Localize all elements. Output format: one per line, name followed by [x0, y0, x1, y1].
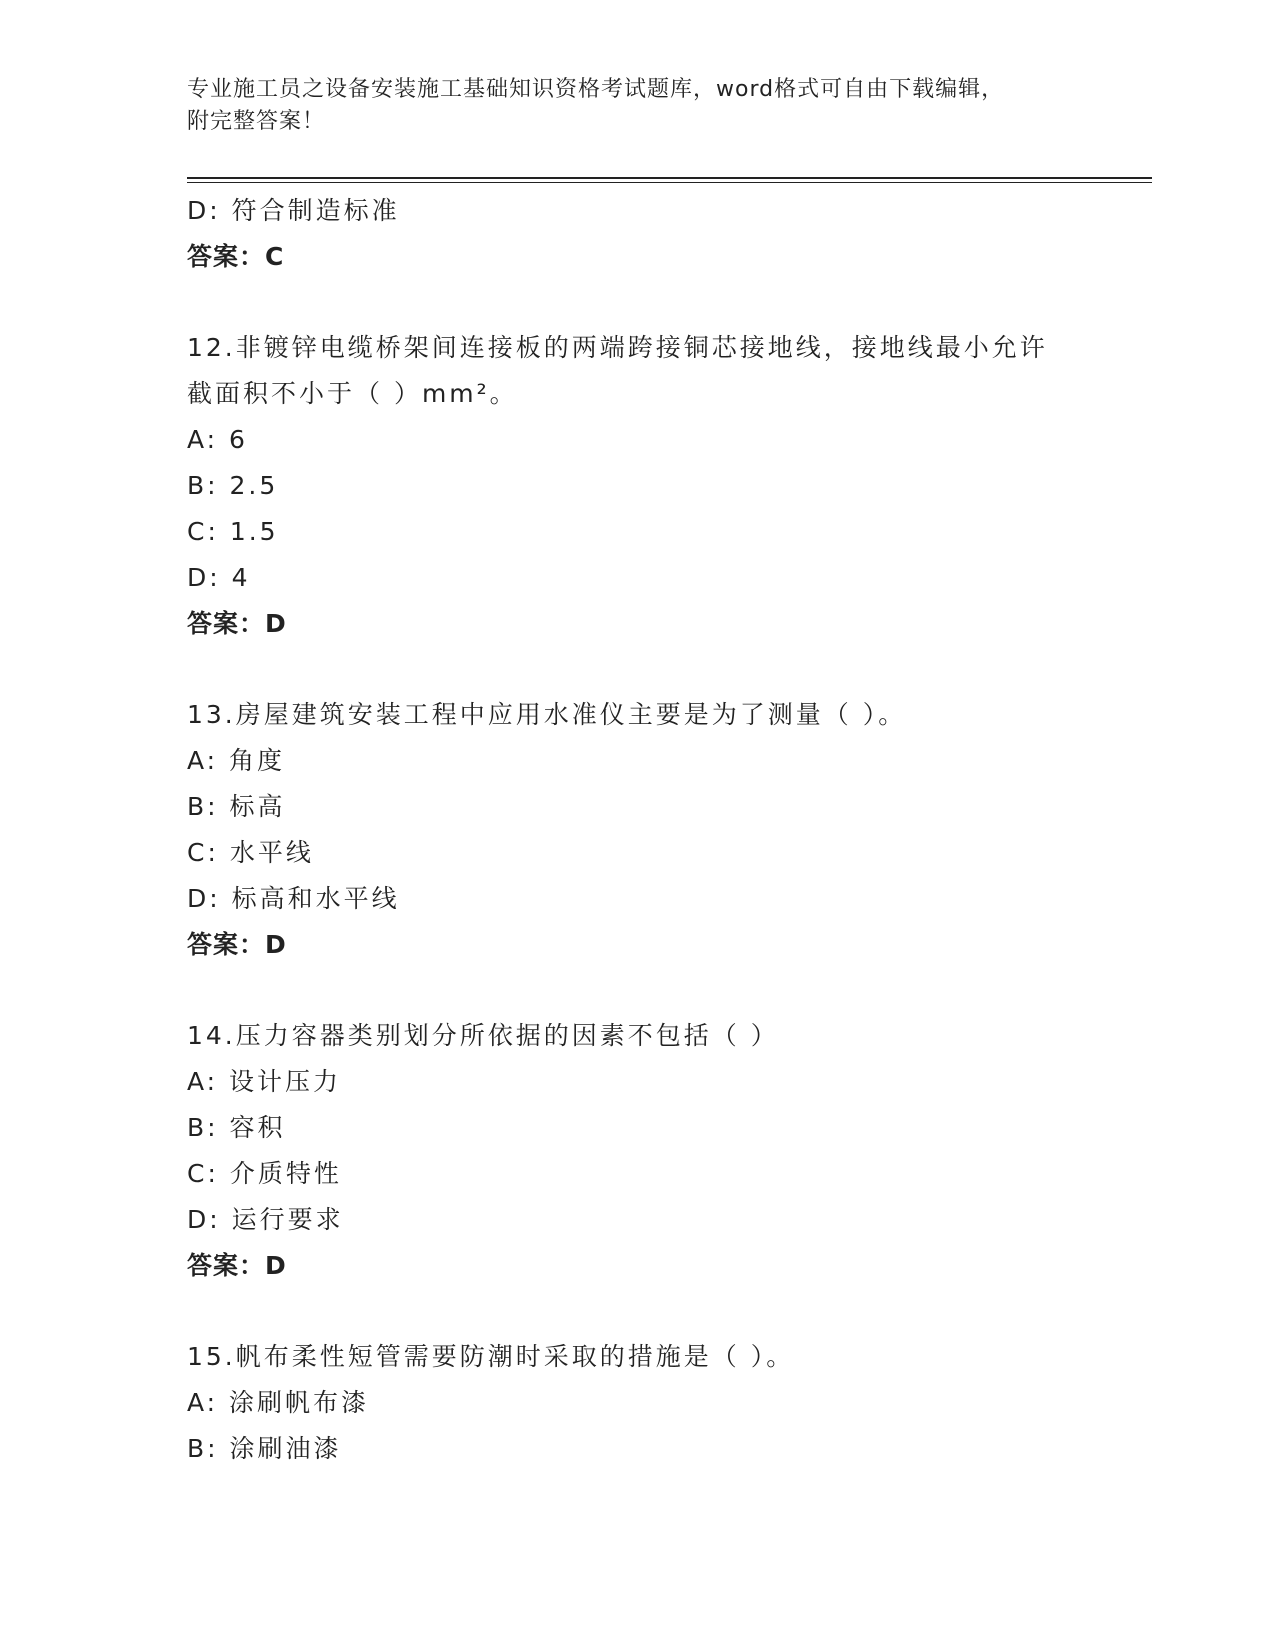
option-c: C: 1.5 — [187, 517, 279, 546]
question-stem: 15.帆布柔性短管需要防潮时采取的措施是（ ）。 — [187, 1342, 795, 1371]
option-c: C: 水平线 — [187, 838, 314, 867]
question-13 — [187, 692, 1152, 968]
option-b: B: 2.5 — [187, 471, 279, 500]
header-line-1: 专业施工员之设备安装施工基础知识资格考试题库，word格式可自由下载编辑， — [187, 77, 1005, 102]
header-line-2: 附完整答案！ — [187, 109, 326, 134]
question-stem-continued: 截面积不小于（ ）mm²。 — [187, 379, 518, 408]
question-12 — [187, 325, 1152, 647]
option-b: B: 涂刷油漆 — [187, 1434, 342, 1463]
question-stem: 14.压力容器类别划分所依据的因素不包括（ ） — [187, 1021, 779, 1050]
carryover-question — [187, 188, 1152, 280]
option-c: C: 介质特性 — [187, 1159, 342, 1188]
option-d: D: 标高和水平线 — [187, 884, 400, 913]
option-a: A: 角度 — [187, 746, 286, 775]
option-d: D: 符合制造标准 — [187, 196, 400, 225]
document-body — [187, 188, 1152, 1472]
question-14 — [187, 1013, 1152, 1289]
option-d: D: 4 — [187, 563, 251, 592]
question-15 — [187, 1334, 1152, 1472]
question-stem: 13.房屋建筑安装工程中应用水准仪主要是为了测量（ ）。 — [187, 700, 907, 729]
option-b: B: 容积 — [187, 1113, 286, 1142]
answer: 答案：D — [187, 609, 287, 638]
option-a: A: 设计压力 — [187, 1067, 342, 1096]
option-a: A: 6 — [187, 425, 248, 454]
document-header — [187, 74, 1087, 138]
option-d: D: 运行要求 — [187, 1205, 344, 1234]
answer: 答案：D — [187, 1251, 287, 1280]
header-divider-thin — [187, 182, 1152, 183]
option-b: B: 标高 — [187, 792, 286, 821]
header-divider-thick — [187, 177, 1152, 179]
answer: 答案：C — [187, 242, 285, 271]
question-stem: 12.非镀锌电缆桥架间连接板的两端跨接铜芯接地线，接地线最小允许 — [187, 333, 1048, 362]
option-a: A: 涂刷帆布漆 — [187, 1388, 370, 1417]
answer: 答案：D — [187, 930, 287, 959]
